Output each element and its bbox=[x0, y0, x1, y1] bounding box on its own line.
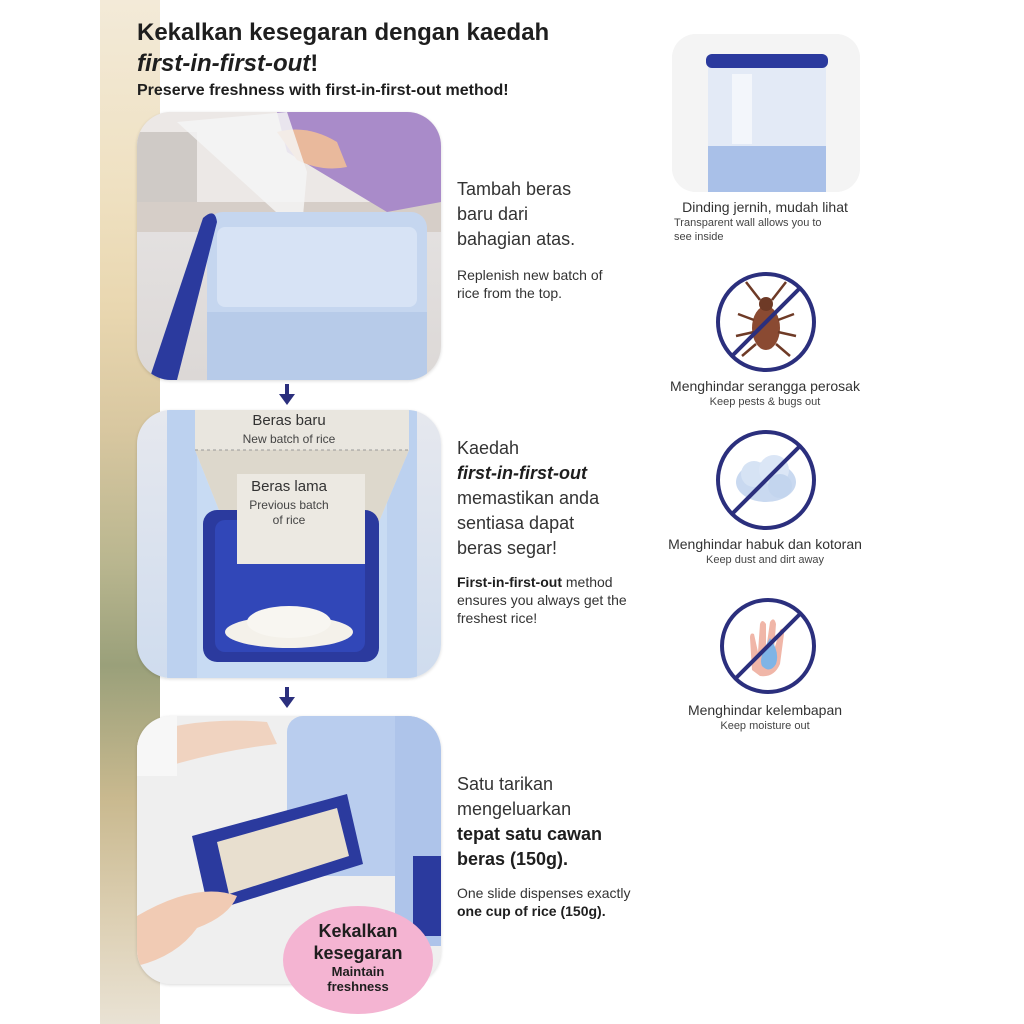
step-3-en-line: One slide dispenses exactly bbox=[457, 885, 631, 901]
step-2-ms-line: sentiasa dapat bbox=[457, 513, 575, 533]
feature-moisture bbox=[660, 701, 870, 733]
page-subtitle: Preserve freshness with first-in-first-out method! bbox=[137, 82, 509, 99]
page-margin bbox=[0, 0, 100, 1024]
step-2-ms-line: Kaedah bbox=[457, 438, 520, 458]
step-1-ms-line: baru dari bbox=[457, 204, 529, 224]
step-2-diagram bbox=[137, 410, 441, 678]
step-2-ms-line: memastikan anda bbox=[457, 488, 600, 508]
badge-ms-line: Kekalkan bbox=[318, 921, 398, 941]
transparent-container-icon bbox=[672, 34, 860, 192]
down-arrow-icon bbox=[277, 384, 297, 406]
step-2-en-rest: method bbox=[561, 574, 613, 590]
step-3-en-bold: one cup of rice (150g). bbox=[457, 903, 606, 919]
step-2-method: first-in-first-out bbox=[457, 463, 587, 483]
feature-en: Transparent wall allows you to bbox=[674, 217, 822, 229]
new-rice-label-ms: Beras baru bbox=[252, 412, 326, 429]
step-2-en-bold: First-in-first-out bbox=[457, 574, 562, 590]
freshness-badge bbox=[283, 906, 433, 1014]
feature-en: Keep dust and dirt away bbox=[705, 554, 825, 566]
step-2-ms-line: beras segar! bbox=[457, 538, 558, 558]
step-2-en-line: freshest rice! bbox=[457, 610, 538, 626]
feature-en: Keep pests & bugs out bbox=[709, 396, 821, 408]
feature-ms: Menghindar serangga perosak bbox=[670, 378, 860, 394]
step-1-ms-line: bahagian atas. bbox=[457, 229, 576, 249]
step-3-text bbox=[457, 772, 657, 920]
no-pests-icon bbox=[714, 270, 818, 374]
title-exclamation: ! bbox=[310, 50, 319, 77]
step-3-ms-line: Satu tarikan bbox=[457, 774, 554, 794]
step-1-en-line: rice from the top. bbox=[457, 285, 563, 301]
step-3-ms-bold: tepat satu cawan bbox=[457, 824, 603, 844]
step-2-text bbox=[457, 436, 657, 627]
feature-dust bbox=[660, 535, 870, 567]
header bbox=[137, 18, 657, 100]
step-1-en-line: Replenish new batch of bbox=[457, 267, 603, 283]
old-rice-label-en: Previous batch bbox=[249, 498, 329, 512]
feature-ms: Dinding jernih, mudah lihat bbox=[682, 199, 848, 215]
method-name: first-in-first-out bbox=[137, 50, 311, 77]
step-3-ms-bold: beras (150g). bbox=[457, 849, 569, 869]
feature-ms: Menghindar kelembapan bbox=[687, 702, 843, 718]
old-rice-label-en: of rice bbox=[272, 513, 306, 527]
feature-transparent bbox=[660, 198, 870, 244]
page-title-method bbox=[137, 48, 657, 80]
old-rice-label-ms: Beras lama bbox=[251, 478, 327, 495]
feature-pests bbox=[660, 377, 870, 409]
feature-en: see inside bbox=[674, 231, 724, 243]
step-1-text bbox=[457, 177, 657, 302]
down-arrow-icon bbox=[277, 687, 297, 709]
page-title: Kekalkan kesegaran dengan kaedah bbox=[137, 19, 550, 46]
badge-en-line: freshness bbox=[327, 979, 389, 994]
feature-en: Keep moisture out bbox=[720, 720, 810, 732]
step-3-ms-line: mengeluarkan bbox=[457, 799, 572, 819]
step-2-en-line bbox=[457, 573, 657, 591]
no-moisture-icon bbox=[716, 594, 820, 698]
badge-ms-line: kesegaran bbox=[313, 943, 403, 963]
badge-en-line: Maintain bbox=[331, 964, 385, 979]
feature-ms: Menghindar habuk dan kotoran bbox=[668, 536, 862, 552]
step-2-en-line: ensures you always get the bbox=[457, 592, 627, 608]
step-1-image bbox=[137, 112, 441, 380]
new-rice-label-en: New batch of rice bbox=[242, 432, 336, 446]
step-1-ms-line: Tambah beras bbox=[457, 179, 572, 199]
no-dust-icon bbox=[714, 428, 818, 532]
